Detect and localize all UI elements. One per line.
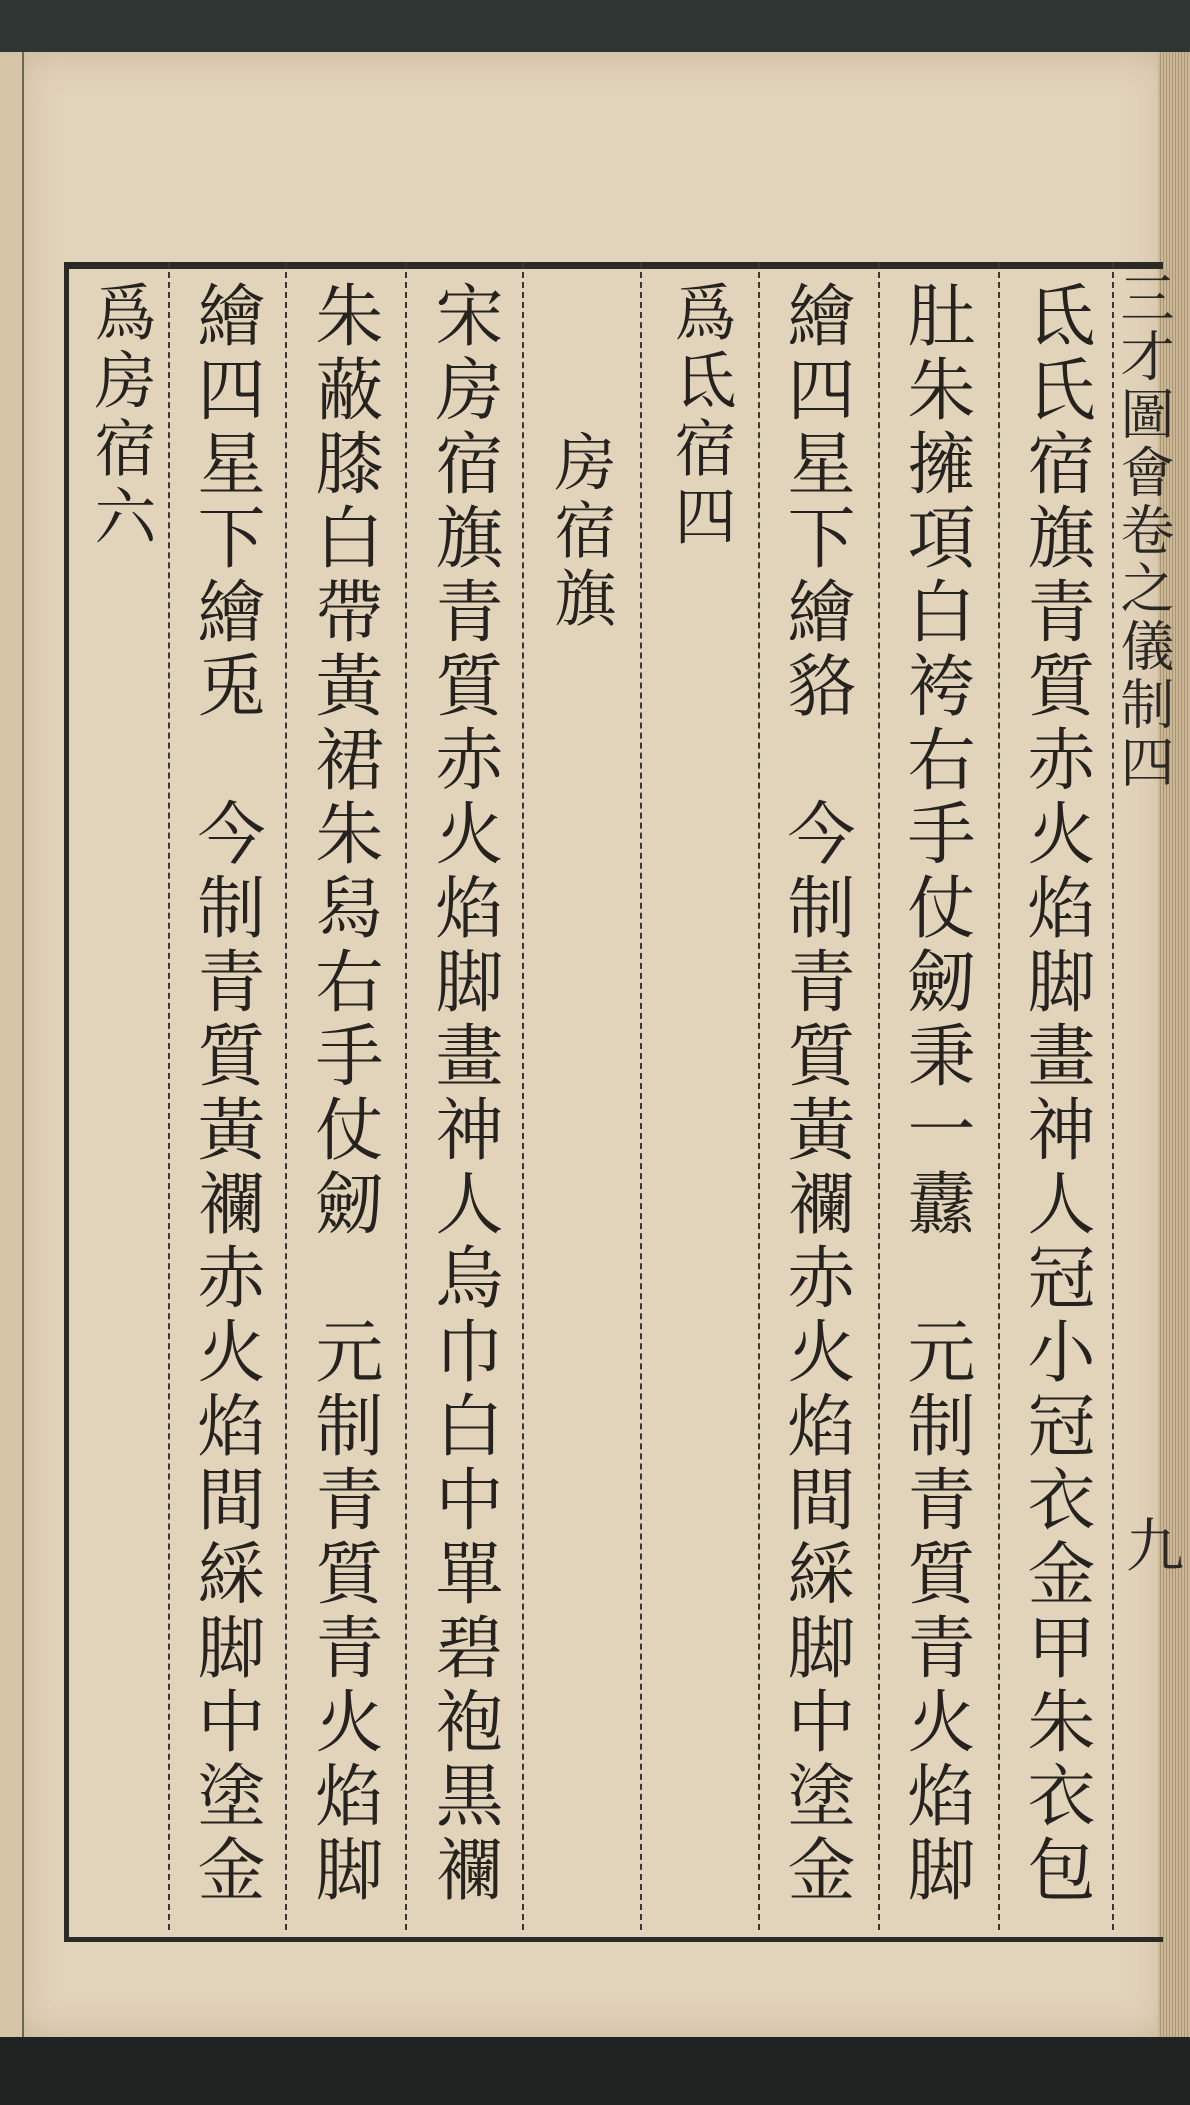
text-column-7: 朱蔽膝白帶黃裙朱舄右手仗劒 元制青質青火焰脚	[304, 280, 383, 1908]
column-rule	[640, 262, 642, 1930]
margin-title: 三才圖會卷之儀制四	[1112, 270, 1175, 792]
text-column-3: 繪四星下繪貉 今制青質黃襴赤火焰間綵脚中塗金	[776, 280, 855, 1908]
top-background	[0, 0, 1190, 55]
text-column-6: 宋房宿旗青質赤火焰脚畫神人烏巾白中單碧袍黒襴	[424, 280, 503, 1908]
column-rule	[758, 262, 760, 1930]
column-rule	[998, 262, 1000, 1930]
text-column-4: 爲氐宿四	[664, 280, 737, 552]
text-column-1: 氐氏宿旗青質赤火焰脚畫神人冠小冠衣金甲朱衣包	[1016, 280, 1095, 1908]
column-rule	[878, 262, 880, 1930]
page-number: 九	[1116, 1515, 1184, 1573]
text-column-9: 爲房宿六	[84, 280, 157, 552]
column-rule	[285, 262, 287, 1930]
text-column-2: 肚朱擁項白袴右手仗劒秉一纛 元制青質青火焰脚	[896, 280, 975, 1908]
left-page-edge	[0, 52, 24, 2037]
column-rule	[405, 262, 407, 1930]
column-rule	[522, 262, 524, 1930]
section-heading: 房宿旗	[544, 430, 617, 634]
text-column-8: 繪四星下繪兎 今制青質黃襴赤火焰間綵脚中塗金	[186, 280, 265, 1908]
